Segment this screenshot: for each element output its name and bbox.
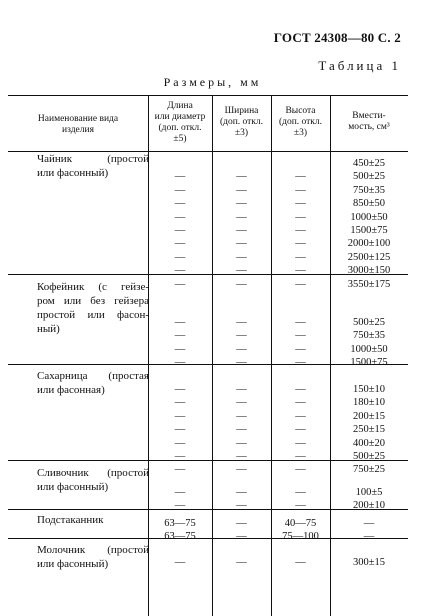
cell-length: — xyxy=(174,397,186,409)
cell-width: — xyxy=(236,451,247,462)
cell-width: — xyxy=(236,384,247,395)
row-name xyxy=(37,513,149,527)
cell-capacity: 300±15 xyxy=(352,557,385,568)
cell-height: — xyxy=(295,343,306,355)
row-name-line: Кофейник (с гейзе- xyxy=(37,281,149,293)
cell-capacity: 100±5 xyxy=(355,487,383,498)
cell-capacity: 200±15 xyxy=(352,410,385,422)
cell-width: — xyxy=(236,278,247,290)
cell-length: — xyxy=(174,265,186,277)
cell-height: — xyxy=(295,424,306,436)
cell-capacity: 2500±125 xyxy=(347,251,391,263)
cell-width: — xyxy=(236,500,247,512)
cell-width: — xyxy=(236,531,247,542)
column-header: Наименование вида изделия xyxy=(37,114,119,135)
cell-length: — xyxy=(174,357,186,369)
cell-length: — xyxy=(174,500,186,512)
cell-width: — xyxy=(236,251,247,263)
column-header: Ширина (доп. откл. ±3) xyxy=(219,106,264,138)
cell-width: — xyxy=(236,330,247,342)
cell-height: — xyxy=(295,451,306,462)
cell-capacity: 3550±175 xyxy=(347,278,391,290)
row-name xyxy=(37,466,149,494)
page-header: ГОСТ 24308—80 С. 2 xyxy=(273,30,401,45)
cell-height: — xyxy=(295,357,306,369)
cell-width: — xyxy=(236,225,247,236)
cell-width: — xyxy=(236,518,247,529)
cell-height: — xyxy=(295,225,306,236)
cell-length: — xyxy=(174,278,186,290)
cell-width: — xyxy=(236,557,247,568)
cell-width: — xyxy=(236,424,247,436)
row-name-line: ный) xyxy=(37,323,60,335)
cell-length: — xyxy=(174,171,186,183)
cell-length: — xyxy=(174,464,186,476)
cell-width: — xyxy=(236,171,247,183)
cell-capacity: 1500±75 xyxy=(350,225,388,236)
cell-capacity: 1000±50 xyxy=(350,211,388,223)
cell-height: — xyxy=(295,265,306,277)
row-name-line: ром или без гейзера xyxy=(37,295,149,307)
cell-capacity: 180±10 xyxy=(352,397,385,409)
cell-length: 63—75 xyxy=(164,531,196,542)
row-name xyxy=(37,152,149,180)
cell-width: — xyxy=(236,464,247,476)
cell-length: — xyxy=(174,384,186,395)
cell-length: — xyxy=(174,330,186,342)
cell-capacity: 750±25 xyxy=(352,464,385,476)
cell-length: — xyxy=(174,343,186,355)
cell-height: — xyxy=(295,437,306,449)
cell-width: — xyxy=(236,211,247,223)
cell-length: — xyxy=(174,184,186,196)
cell-capacity: — xyxy=(363,518,375,529)
cell-width: — xyxy=(236,397,247,409)
cell-capacity: 500±25 xyxy=(352,451,385,462)
cell-width: — xyxy=(236,410,247,422)
row-name xyxy=(37,543,149,571)
row-name-line: или фасонный) xyxy=(37,167,109,179)
cell-height: — xyxy=(295,557,306,568)
row-name xyxy=(37,280,149,336)
cell-width: — xyxy=(236,238,247,250)
cell-height: 75—100 xyxy=(282,531,319,542)
cell-width: — xyxy=(236,317,247,328)
row-name xyxy=(37,369,149,397)
cell-capacity: 500±25 xyxy=(352,317,385,328)
cell-width: — xyxy=(236,184,247,196)
cell-capacity: 150±10 xyxy=(352,384,385,395)
cell-height: — xyxy=(295,410,306,422)
table-number: Таблица 1 xyxy=(318,58,401,73)
cell-length: — xyxy=(174,225,186,236)
cell-width: — xyxy=(236,487,247,498)
table-top-rule xyxy=(8,95,408,96)
cell-capacity: 2000±100 xyxy=(347,238,391,250)
cell-height: — xyxy=(295,397,306,409)
cell-width: — xyxy=(236,437,247,449)
cell-length: — xyxy=(174,557,186,568)
column-header: Высота (доп. откл. ±3) xyxy=(278,106,323,138)
cell-capacity: 850±50 xyxy=(352,198,385,210)
column-header: Длина или диаметр (доп. откл. ±5) xyxy=(154,101,206,144)
cell-length: — xyxy=(174,198,186,210)
cell-capacity: 200±10 xyxy=(352,500,385,512)
cell-capacity: 1500±75 xyxy=(350,357,388,369)
cell-width: — xyxy=(236,265,247,277)
column-header: Вмести- мость, см³ xyxy=(348,111,390,132)
cell-length: — xyxy=(174,211,186,223)
cell-height: — xyxy=(295,317,306,328)
cell-capacity: 400±20 xyxy=(352,437,385,449)
cell-length: — xyxy=(174,424,186,436)
row-name-line: Сливочник (простой xyxy=(37,467,149,479)
row-name-line: Подстаканник xyxy=(37,514,104,526)
cell-height: — xyxy=(295,330,306,342)
cell-length: — xyxy=(174,238,186,250)
cell-capacity: 3000±150 xyxy=(347,265,391,277)
cell-length: — xyxy=(174,437,186,449)
row-name-line: Чайник (простой xyxy=(37,153,149,165)
cell-height: — xyxy=(295,184,306,196)
row-name-line: простой или фасон- xyxy=(37,309,149,321)
row-name-line: Молочник (простой xyxy=(37,544,149,556)
cell-capacity: 750±35 xyxy=(352,330,385,342)
cell-height: 40—75 xyxy=(284,518,317,529)
cell-height: — xyxy=(295,278,306,290)
cell-capacity: 500±25 xyxy=(352,171,385,183)
row-name-line: или фасонный) xyxy=(37,481,109,493)
cell-capacity: 1000±50 xyxy=(350,343,388,355)
cell-capacity: 750±35 xyxy=(352,184,385,196)
cell-length: — xyxy=(174,317,186,328)
cell-height: — xyxy=(295,384,306,395)
table-caption: Размеры, мм xyxy=(163,75,262,89)
cell-height: — xyxy=(295,238,306,250)
cell-height: — xyxy=(295,487,306,498)
cell-length: — xyxy=(174,487,186,498)
cell-length: — xyxy=(174,410,186,422)
cell-length: — xyxy=(174,451,186,462)
cell-height: — xyxy=(295,251,306,263)
cell-height: — xyxy=(295,198,306,210)
cell-length: 63—75 xyxy=(164,518,196,529)
cell-capacity: 450±25 xyxy=(352,158,385,169)
cell-height: — xyxy=(295,464,306,476)
cell-capacity: — xyxy=(363,531,375,542)
row-name-line: Сахарница (простая xyxy=(37,370,149,382)
cell-height: — xyxy=(295,171,306,183)
row-name-line: или фасонный) xyxy=(37,558,109,570)
cell-capacity: 250±15 xyxy=(352,424,385,436)
row-name-line: или фасонная) xyxy=(37,384,105,396)
cell-width: — xyxy=(236,198,247,210)
cell-width: — xyxy=(236,357,247,369)
cell-length: — xyxy=(174,251,186,263)
cell-width: — xyxy=(236,343,247,355)
cell-height: — xyxy=(295,500,306,512)
cell-height: — xyxy=(295,211,306,223)
